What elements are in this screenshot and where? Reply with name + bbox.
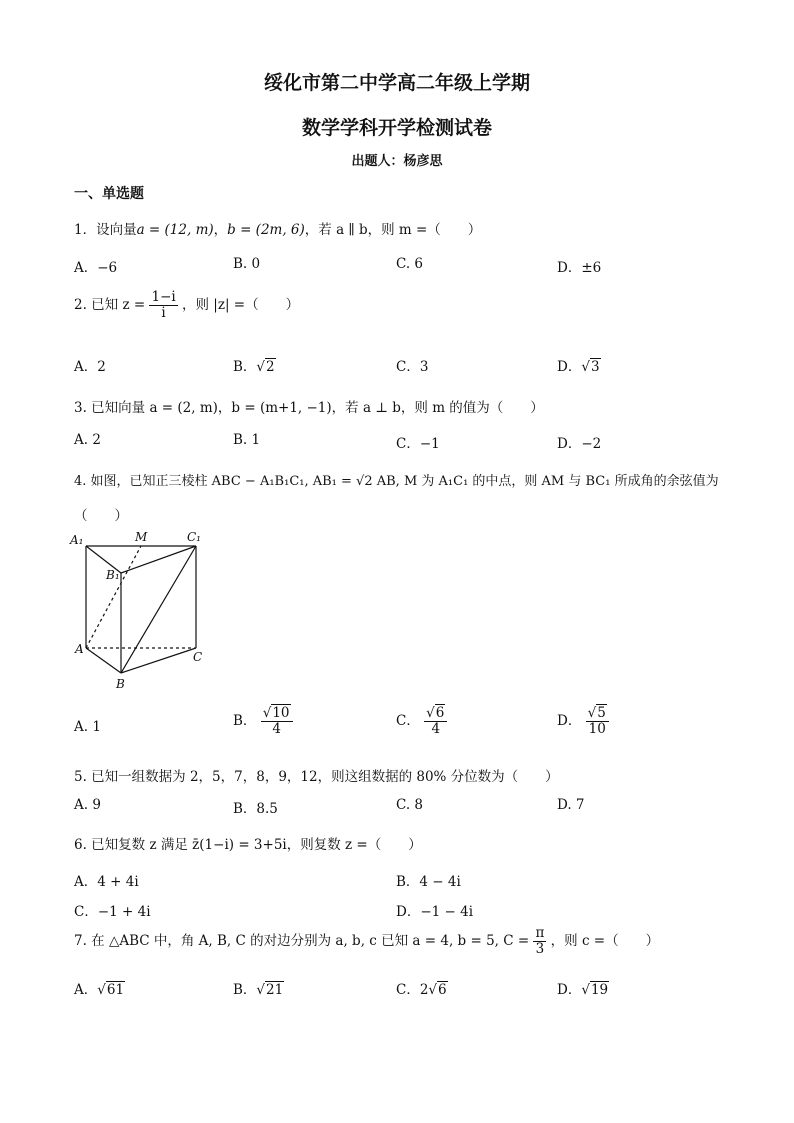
q7-option-b-label: B． <box>233 982 257 998</box>
sqrt-symbol: √6 <box>428 982 447 998</box>
q5-option-d: D. 7 <box>557 797 585 813</box>
q2-option-d-label: D． <box>557 359 582 375</box>
q4-option-c-fraction <box>424 706 447 737</box>
question-1 <box>74 218 481 238</box>
q4-option-b-numerator: √10 <box>261 706 293 722</box>
q2-option-d-radicand: 3 <box>590 359 600 375</box>
question-6: 6. 已知复数 z 满足 z̄(1−i) = 3+5i，则复数 z =（ ） <box>74 837 422 853</box>
q4-option-d-fraction <box>586 706 609 737</box>
q4-option-b-radicand: 10 <box>272 705 290 721</box>
q3-option-a: A. 2 <box>74 432 101 448</box>
label-b1: B₁ <box>106 568 120 582</box>
q4-option-d-numerator: √5 <box>586 706 609 722</box>
question-setter: 出题人：杨彦思 <box>351 154 443 169</box>
q5-option-b: B．8.5 <box>233 801 278 817</box>
q4-option-d-label: D． <box>557 712 582 729</box>
q2-fraction-numerator: 1−i <box>151 289 176 305</box>
q7-option-c-label: C．2 <box>396 982 429 998</box>
q1-separator: ， <box>213 222 228 238</box>
exam-title-line2: 数学学科开学检测试卷 <box>301 117 492 139</box>
q7-fraction-numerator: π <box>535 925 545 941</box>
q6-option-b: B．4 − 4i <box>396 874 461 890</box>
q7-option-a-label: A． <box>74 982 98 998</box>
q4-option-b-label: B． <box>233 712 257 729</box>
question-7 <box>74 926 659 957</box>
question-3: 3. 已知向量 a = (2, m)，b = (m+1, −1)，若 a ⊥ b，则 m 的值为（ ） <box>74 400 544 416</box>
segment-bc1 <box>121 546 196 673</box>
q7-option-a <box>74 978 125 998</box>
q7-fraction-denominator: 3 <box>535 940 545 957</box>
q1-vector-a: a = (12, m) <box>136 222 214 238</box>
q4-option-c-radicand: 6 <box>435 705 445 721</box>
q6-option-c: C．−1 + 4i <box>74 904 151 920</box>
q7-option-c-radicand: 6 <box>438 982 447 998</box>
label-a: A <box>75 642 84 656</box>
sqrt-symbol: √3 <box>581 359 600 375</box>
prism-figure <box>66 528 216 693</box>
q4-option-d-radicand: 5 <box>597 705 606 721</box>
q4-option-c-numerator: √6 <box>424 706 447 722</box>
q1-prefix: 1．设向量 <box>74 222 137 238</box>
label-a1: A₁ <box>70 533 84 547</box>
q3-option-b: B. 1 <box>233 432 261 448</box>
q7-option-b <box>233 978 284 998</box>
label-b: B <box>116 677 125 691</box>
q4-option-b <box>233 706 293 737</box>
q1-option-a: A．−6 <box>74 260 118 276</box>
q2-fraction-denominator: i <box>161 304 166 321</box>
sqrt-symbol: √21 <box>256 982 284 998</box>
q5-option-a: A. 9 <box>74 797 101 813</box>
sqrt-symbol: √61 <box>97 982 125 998</box>
question-5: 5. 已知一组数据为 2，5，7，8，9，12，则这组数据的 80% 分位数为（ ） <box>74 769 559 785</box>
q7-option-b-radicand: 21 <box>266 982 284 998</box>
q2-option-a: A．2 <box>74 359 106 375</box>
q7-option-c <box>396 978 448 998</box>
q6-option-a: A．4 + 4i <box>74 874 139 890</box>
q7-stem-end: ，则 c =（ ） <box>550 932 660 949</box>
q4-option-c <box>396 706 447 737</box>
q4-option-d-denominator: 10 <box>588 720 606 737</box>
q1-option-b: B. 0 <box>233 256 261 272</box>
q4-answer-paren: （ ） <box>74 508 128 524</box>
edge-b1c1 <box>121 546 196 573</box>
q2-option-d <box>557 355 601 375</box>
q1-option-c: C. 6 <box>396 256 424 272</box>
q7-option-d-label: D． <box>557 982 582 998</box>
label-c: C <box>193 650 203 664</box>
segment-am-hidden <box>86 546 141 648</box>
q2-stem-start: 2. 已知 z = <box>74 296 146 313</box>
label-c1: C₁ <box>187 530 201 544</box>
q2-stem-end: ，则 |z| =（ ） <box>182 296 300 313</box>
q7-stem-start: 7. 在 △ABC 中，角 A, B, C 的对边分别为 a, b, c 已知 a = 4, b = 5, C = <box>74 932 530 949</box>
q7-fraction <box>533 926 546 957</box>
question-4: 4. 如图，已知正三棱柱 ABC − A₁B₁C₁, AB₁ = √2 AB, M 为 A₁C₁ 的中点，则 AM 与 BC₁ 所成角的余弦值为 <box>74 474 719 489</box>
q4-option-c-denominator: 4 <box>431 720 441 737</box>
q7-option-a-radicand: 61 <box>106 982 125 998</box>
q2-option-b-radicand: 2 <box>266 359 275 375</box>
q1-option-d: D．±6 <box>557 260 602 276</box>
q2-fraction <box>149 290 177 321</box>
q5-option-c: C. 8 <box>396 797 424 813</box>
q2-option-b-label: B． <box>233 359 257 375</box>
q4-option-c-label: C． <box>396 712 420 729</box>
exam-title-line1: 绥化市第二中学高二年级上学期 <box>263 72 530 94</box>
q4-option-d <box>557 706 609 737</box>
q4-option-b-fraction <box>261 706 293 737</box>
q7-option-d-radicand: 19 <box>590 982 609 998</box>
q4-option-a: A. 1 <box>74 719 101 735</box>
sqrt-symbol: √19 <box>581 982 609 998</box>
q3-option-c: C．−1 <box>396 436 440 452</box>
q1-condition: ，若 a ∥ b，则 m =（ ） <box>304 222 482 238</box>
q2-option-b <box>233 355 276 375</box>
label-m: M <box>135 530 148 544</box>
edge-ab <box>86 648 121 673</box>
q6-option-d: D．−1 − 4i <box>396 904 474 920</box>
q3-option-d: D．−2 <box>557 436 602 452</box>
q2-option-c: C．3 <box>396 359 429 375</box>
q4-option-b-denominator: 4 <box>272 720 281 737</box>
section-title: 一、单选题 <box>74 186 144 202</box>
sqrt-symbol: √2 <box>256 359 275 375</box>
edge-bc <box>121 648 196 673</box>
q1-vector-b: b = (2m, 6) <box>227 222 305 238</box>
question-2 <box>74 290 299 321</box>
q7-option-d <box>557 978 609 998</box>
